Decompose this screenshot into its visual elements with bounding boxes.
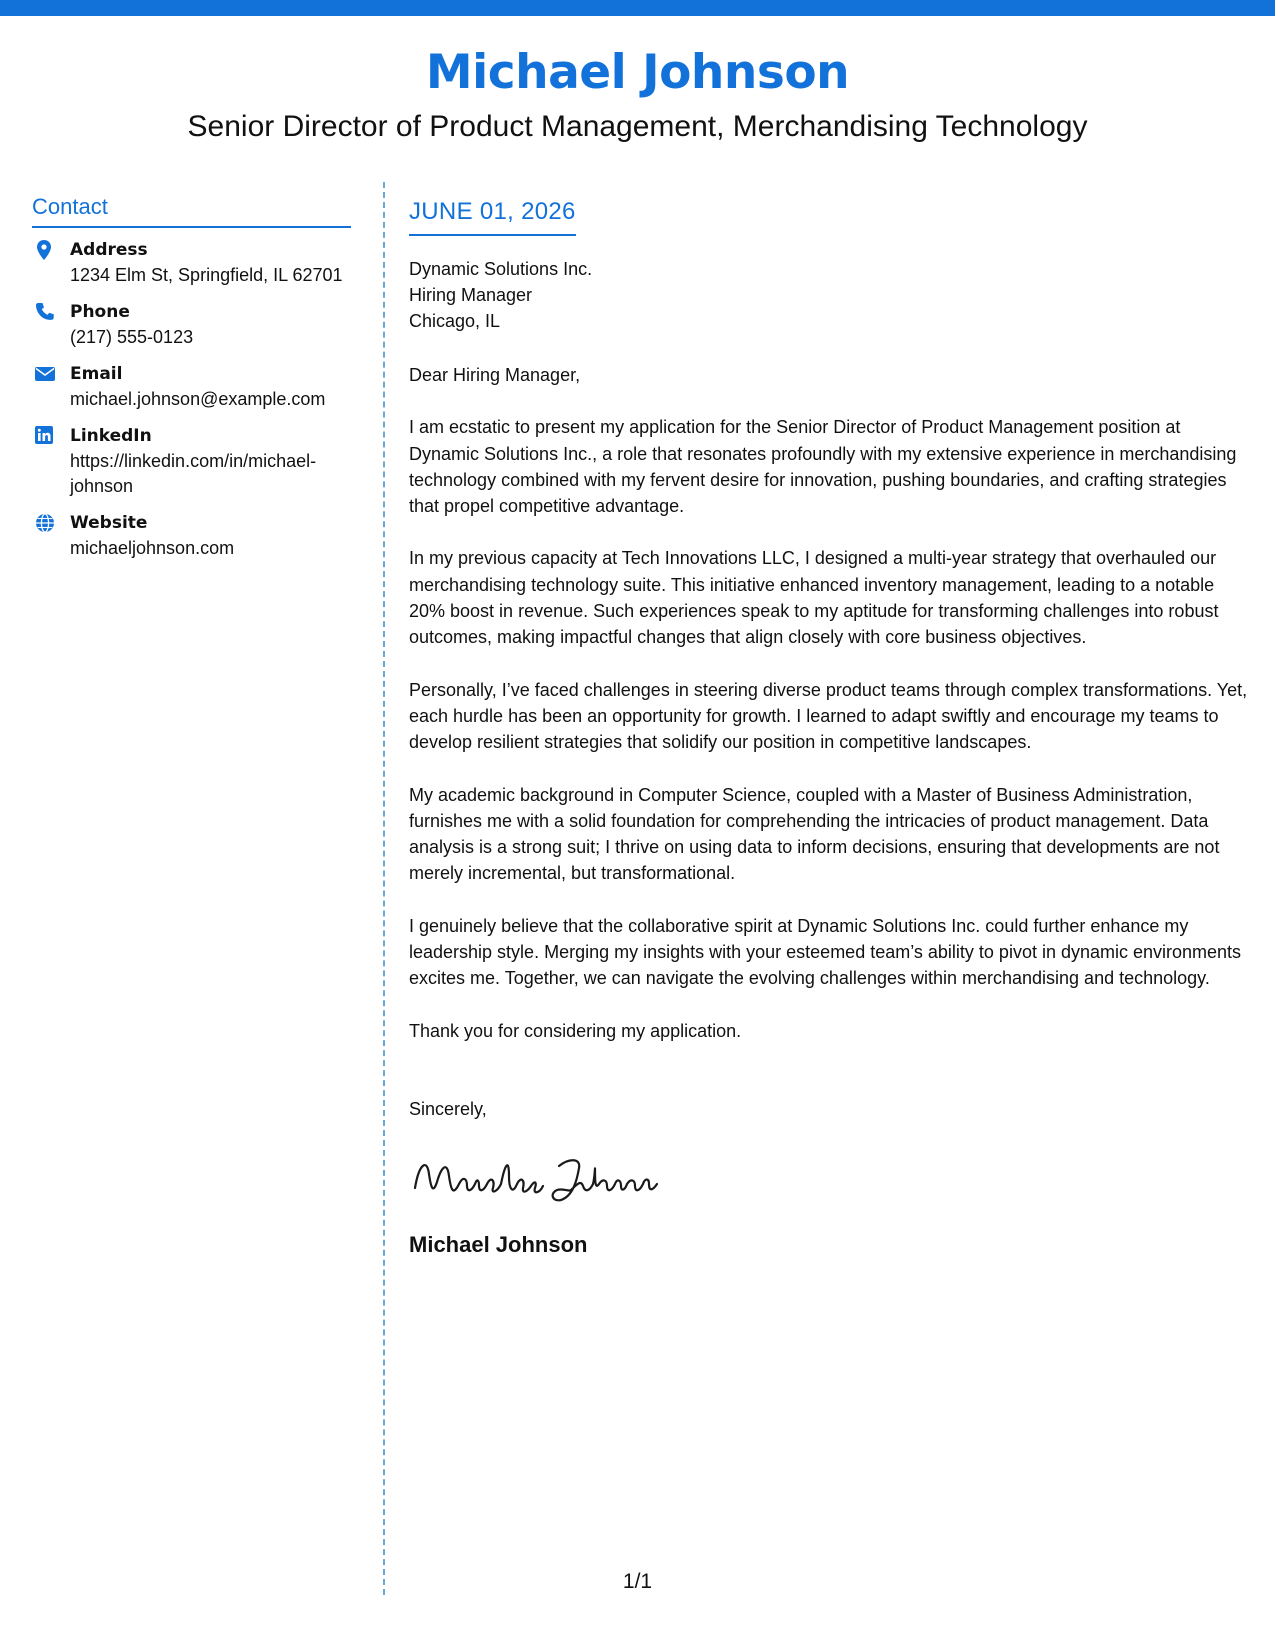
contact-item-linkedin bbox=[32, 424, 351, 499]
globe-icon bbox=[35, 513, 55, 533]
column-divider bbox=[383, 182, 385, 1595]
handwritten-signature bbox=[409, 1144, 1249, 1214]
body-paragraph: Thank you for considering my application. bbox=[409, 1020, 742, 1041]
body-paragraph: In my previous capacity at Tech Innovations LLC, I designed a multi-year strategy that overhauled our merchandising technology suite. This initiative enhanced inventory management, leading to a notable 20% boost in revenue. Such experiences speak to my aptitude for transforming challenges into robust outcomes, making impactful changes that align closely with core business objectives. bbox=[409, 548, 1219, 648]
contact-value[interactable]: michael.johnson@example.com bbox=[70, 389, 326, 409]
closing: Sincerely, bbox=[409, 1098, 487, 1119]
contact-item-phone bbox=[32, 300, 351, 350]
contact-item-website bbox=[32, 511, 351, 561]
body-paragraph: I genuinely believe that the collaborative spirit at Dynamic Solutions Inc. could further enhance my leadership style. Merging my insights with your esteemed team’s ability to pivot in dynamic environments excites me. Together, we can navigate the evolving challenges within merchandising and technology. bbox=[409, 915, 1242, 989]
body-paragraph: My academic background in Computer Science, coupled with a Master of Business Administration, furnishes me with a solid foundation for comprehending the intricacies of product management. Data analysis is a strong suit; I thrive on using data to inform decisions, ensuring that developments are not merely incremental, but transformational. bbox=[409, 784, 1220, 884]
signer-name: Michael Johnson bbox=[409, 1232, 588, 1258]
body-paragraph: I am ecstatic to present my application for the Senior Director of Product Management position at Dynamic Solutions Inc., a role that resonates profoundly with my extensive experience in merchandising technology combined with my fervent desire for innovation, pushing boundaries, and crafting strategies that propel competitive advantage. bbox=[409, 417, 1237, 517]
linkedin-icon bbox=[35, 426, 55, 446]
recipient-block bbox=[409, 256, 1249, 334]
location-pin-icon bbox=[35, 240, 55, 260]
contact-label: Address bbox=[70, 240, 148, 260]
letter-date: JUNE 01, 2026 bbox=[409, 192, 576, 236]
contact-label: Email bbox=[70, 364, 123, 384]
contact-label: Website bbox=[70, 513, 148, 533]
contact-label: LinkedIn bbox=[70, 426, 152, 446]
recipient-role: Hiring Manager bbox=[409, 285, 533, 305]
recipient-company: Dynamic Solutions Inc. bbox=[409, 259, 593, 279]
phone-icon bbox=[35, 302, 55, 322]
document-header bbox=[0, 40, 1275, 148]
applicant-name: Michael Johnson bbox=[425, 45, 850, 100]
contact-item-address bbox=[32, 238, 351, 288]
contact-value[interactable]: michaeljohnson.com bbox=[70, 538, 235, 558]
contact-item-email bbox=[32, 362, 351, 412]
page-number: 1/1 bbox=[622, 1570, 653, 1593]
contact-heading: Contact bbox=[32, 192, 351, 228]
letter-body bbox=[409, 192, 1249, 1260]
contact-value[interactable]: https://linkedin.com/in/michael-johnson bbox=[70, 451, 317, 496]
body-paragraph: Personally, I’ve faced challenges in steering diverse product teams through complex transformations. Yet, each hurdle has been an opportunity for growth. I learned to adapt swiftly and encourage my teams to develop resilient strategies that solidify our position in competitive landscapes. bbox=[409, 679, 1248, 753]
email-icon bbox=[35, 364, 55, 384]
contact-sidebar bbox=[32, 192, 351, 573]
recipient-location: Chicago, IL bbox=[409, 311, 501, 331]
top-accent-bar bbox=[0, 0, 1275, 16]
applicant-title: Senior Director of Product Management, Merchandising Technology bbox=[187, 110, 1088, 143]
contact-list bbox=[32, 238, 351, 561]
contact-value: (217) 555-0123 bbox=[70, 327, 194, 347]
salutation: Dear Hiring Manager, bbox=[409, 365, 581, 385]
contact-label: Phone bbox=[70, 302, 130, 322]
contact-value: 1234 Elm St, Springfield, IL 62701 bbox=[70, 265, 343, 285]
